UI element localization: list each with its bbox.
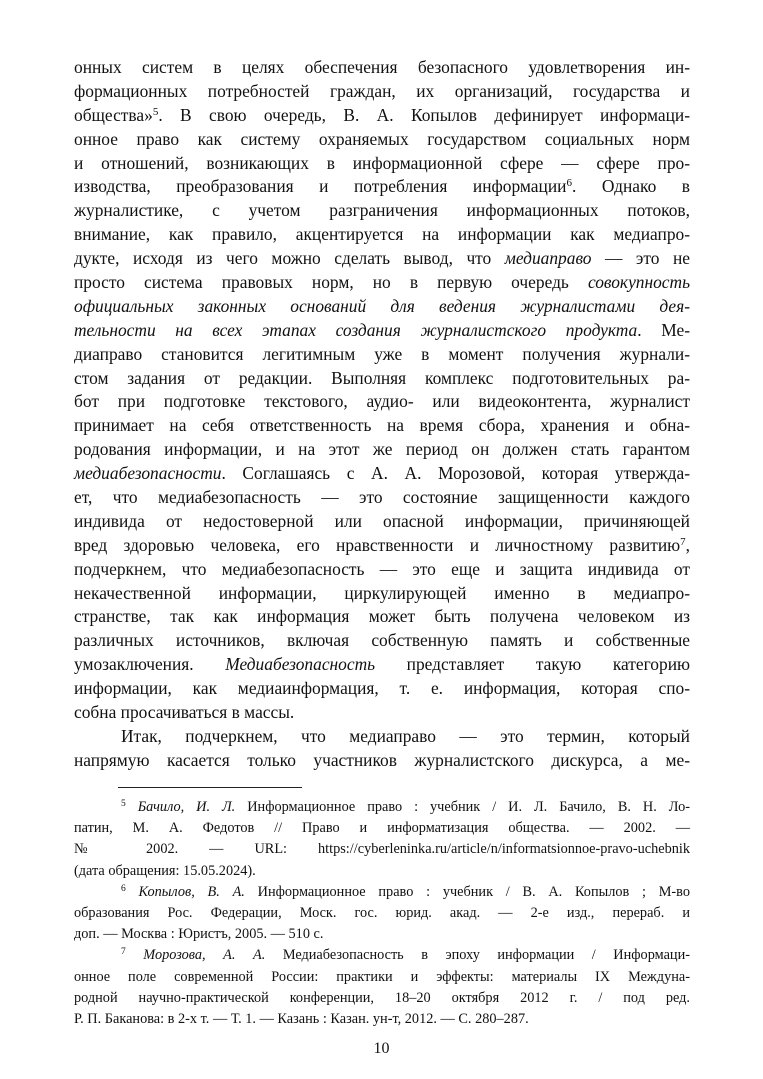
text-line: различных источников, включая собственную память и собственные (74, 630, 690, 651)
footnotes (74, 797, 690, 1030)
text-line: напрямую касается только участников журналистского дискурса, а ме- (74, 749, 690, 770)
text-line: официальных законных оснований для ведения журналистами дея- (74, 295, 690, 316)
text-line: бот при подготовке текстового, аудио- или видеоконтента, журналист (74, 391, 690, 412)
footnote-line: (дата обращения: 15.05.2024). (74, 862, 256, 879)
footnote-7: $^7$ Морозова, А. А. Медиабезопасность в эпоху информации / Информаци- (121, 947, 690, 964)
text-line: информации, как медиаинформация, т. е. информация, которая спо- (74, 678, 690, 699)
footnote-line: № 2002. — URL: https://cyberleninka.ru/article/n/informatsionnoe-pravo-uchebnik (74, 841, 690, 858)
text-line: онных систем в целях обеспечения безопасного удовлетворения ин- (74, 57, 690, 77)
footnote-6: $^6$ Копылов, В. А. Информационное право : учебник / В. А. Копылов ; М-во (121, 883, 690, 900)
footnote-5: $^5$ Бачило, И. Л. Информационное право : учебник / И. Л. Бачило, В. Н. Ло- (121, 799, 690, 815)
text-line: стом задания от редакции. Выполняя комплекс подготовительных ра- (74, 367, 690, 388)
footnote-line: доп. — Москва : Юристъ, 2005. — 510 с. (74, 926, 324, 943)
text-line: журналистике, с учетом разграничения информационных потоков, (74, 200, 690, 221)
text-line: собна просачиваться в массы. (74, 702, 295, 723)
text-line: вред здоровью человека, его нравственности и личностному развитию$^7$, (74, 534, 690, 555)
text-line: формационных потребностей граждан, их организаций, государства и (74, 80, 690, 101)
text-line: родования информации, и на этот же период он должен стать гарантом (74, 439, 690, 460)
footnote-separator (118, 787, 302, 788)
body-paragraph-2 (74, 725, 690, 773)
text-line: ет, что медиабезопасность — это состояние защищенности каждого (74, 487, 690, 508)
text-line: подчеркнем, что медиабезопасность — это еще и защита индивида от (74, 558, 690, 579)
body-paragraph-1 (74, 56, 690, 725)
footnote-ref-5[interactable]: 5 (152, 105, 159, 118)
text-line: принимает на себя ответственность на время сбора, хранения и обна- (74, 415, 690, 436)
text-line: общества»$^5$. В свою очередь, В. А. Копылов дефинирует информаци- (74, 104, 690, 125)
text-line: Итак, подчеркнем, что медиаправо — это термин, который (121, 725, 690, 746)
term-mediapravo: медиаправо (504, 248, 592, 269)
footnote-line: патин, М. А. Федотов // Право и информатизация общества. — 2002. — (74, 820, 690, 837)
text-line: внимание, как правило, акцентируется на информации как медиапро- (74, 224, 690, 245)
text-line: некачественной информации, циркулирующей именно в медиапро- (74, 582, 690, 603)
footnote-line: родной научно-практической конференции, 18–20 октября 2012 г. / под ред. (74, 989, 690, 1006)
footnote-line: Р. П. Баканова: в 2-х т. — Т. 1. — Казань : Казан. ун-т, 2012. — С. 280–287. (74, 1010, 529, 1027)
text-line: умозаключения. Медиабезопасность представляет такую категорию (74, 654, 690, 675)
page-number: 10 (373, 1040, 390, 1057)
text-line: и отношений, возникающих в информационной сфере — сфере про- (74, 152, 690, 173)
text-line: тельности на всех этапах создания журналистского продукта. Ме- (74, 319, 690, 340)
text-line: медиабезопасности. Соглашаясь с А. А. Морозовой, которая утвержда- (74, 463, 690, 484)
text-line: онное право как систему охраняемых государством социальных норм (74, 128, 690, 149)
footnote-line: онное поле современной России: практики и эффекты: материалы IX Междуна- (74, 968, 690, 985)
footnote-ref-6[interactable]: 6 (566, 177, 572, 190)
text-line: индивида от недостоверной или опасной информации, причиняющей (74, 510, 690, 531)
text-line: просто система правовых норм, но в первую очередь совокупность (74, 272, 690, 293)
footnote-ref-7[interactable]: 7 (680, 535, 686, 548)
text-line: странстве, так как информация может быть получена человеком из (74, 606, 690, 627)
term-mediabezopasnost: медиабезопасности (74, 463, 222, 484)
text-line: диаправо становится легитимным уже в момент получения журнали- (74, 343, 690, 364)
main-text (74, 56, 690, 773)
footnote-line: образования Рос. Федерации, Моск. гос. юрид. акад. — 2-е изд., перераб. и (74, 904, 690, 921)
text-line: изводства, преобразования и потребления информации$^6$. Однако в (74, 176, 690, 197)
text-line: дукте, исходя из чего можно сделать вывод, что медиаправо — это не (74, 248, 690, 269)
